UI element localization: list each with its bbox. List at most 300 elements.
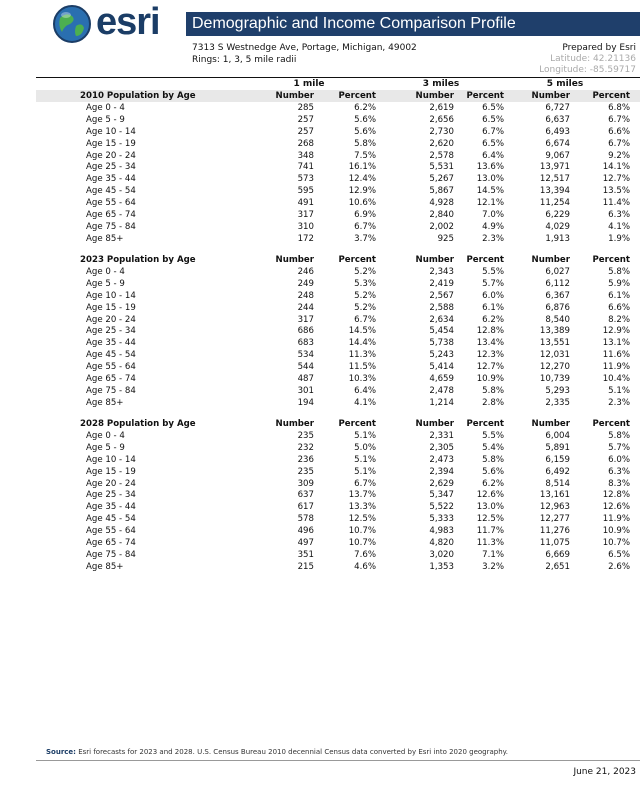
age-group-label: Age 35 - 44 (86, 174, 136, 185)
table-cell: 637 (297, 490, 314, 501)
table-cell: 6,229 (545, 210, 570, 220)
table-cell: 5,738 (429, 338, 454, 349)
table-cell: 11.9% (602, 362, 630, 373)
table-cell: 8,540 (545, 314, 570, 325)
section-header (0, 254, 640, 266)
table-cell: 6.5% (608, 549, 630, 560)
ring-5-header: 5 miles (546, 79, 584, 89)
table-cell: 5.6% (482, 466, 504, 477)
table-cell: 14.1% (602, 162, 630, 173)
age-group-label: Age 25 - 34 (86, 326, 136, 337)
table-cell: 5.5% (482, 430, 504, 441)
table-row (0, 126, 640, 138)
table-cell: 5,414 (429, 362, 454, 373)
table-cell: 6.7% (482, 126, 504, 137)
table-row (0, 102, 640, 114)
table-row (0, 466, 640, 478)
table-row (0, 185, 640, 197)
column-header: Percent (338, 419, 376, 429)
table-cell: 12.4% (348, 174, 376, 185)
age-group-label: Age 55 - 64 (86, 362, 136, 373)
source-text: Esri forecasts for 2023 and 2028. U.S. Census Bureau 2010 decennial Census data converted by Esri into 2020 geography. (78, 748, 509, 756)
table-cell: 6.4% (482, 150, 504, 161)
column-header: Percent (466, 255, 504, 265)
column-header: Number (415, 91, 454, 101)
table-row (0, 290, 640, 302)
table-row (0, 549, 640, 561)
table-cell: 11.4% (602, 198, 630, 209)
age-group-label: Age 20 - 24 (86, 150, 136, 161)
table-cell: 11.7% (476, 526, 504, 537)
age-group-label: Age 65 - 74 (86, 210, 136, 220)
table-cell: 16.1% (348, 162, 376, 173)
table-cell: 6.0% (482, 290, 504, 301)
longitude: Longitude: -85.59717 (539, 65, 636, 75)
age-group-label: Age 0 - 4 (86, 430, 125, 441)
table-cell: 12.9% (348, 186, 376, 197)
table-cell: 285 (297, 102, 314, 113)
table-cell: 5,347 (429, 490, 454, 501)
table-cell: 6,727 (545, 102, 570, 113)
table-cell: 5.8% (354, 138, 376, 149)
table-cell: 6.2% (354, 102, 376, 113)
table-cell: 5.1% (354, 430, 376, 441)
table-cell: 10.9% (602, 526, 630, 537)
table-cell: 12,270 (539, 362, 570, 373)
table-cell: 3.2% (482, 561, 504, 572)
table-cell: 2.3% (608, 397, 630, 408)
table-cell: 5,243 (429, 350, 454, 361)
table-cell: 13.1% (602, 338, 630, 349)
table-cell: 5.8% (482, 454, 504, 465)
table-cell: 5.5% (482, 266, 504, 277)
age-group-label: Age 15 - 19 (86, 302, 136, 313)
table-row (0, 278, 640, 290)
table-cell: 5,891 (545, 442, 570, 453)
table-cell: 11.6% (602, 350, 630, 361)
table-row (0, 221, 640, 233)
table-cell: 12.8% (476, 326, 504, 337)
table-row (0, 197, 640, 209)
table-cell: 5.2% (354, 290, 376, 301)
age-group-label: Age 75 - 84 (86, 385, 136, 396)
table-cell: 11,075 (539, 538, 570, 548)
table-cell: 10,739 (539, 374, 570, 384)
column-header: Number (531, 91, 570, 101)
age-group-label: Age 45 - 54 (86, 514, 136, 525)
table-cell: 6.7% (354, 478, 376, 489)
table-cell: 2.6% (608, 561, 630, 572)
table-cell: 13,394 (539, 186, 570, 197)
table-cell: 5,267 (429, 174, 454, 185)
header-rule (36, 77, 640, 78)
table-row (0, 537, 640, 549)
table-cell: 14.5% (348, 326, 376, 337)
table-cell: 1,214 (429, 397, 454, 408)
table-cell: 6,669 (545, 549, 570, 560)
age-group-label: Age 55 - 64 (86, 198, 136, 209)
age-group-label: Age 75 - 84 (86, 221, 136, 232)
table-row (0, 266, 640, 278)
age-group-label: Age 20 - 24 (86, 314, 136, 325)
table-cell: 236 (297, 454, 314, 465)
column-header: Percent (466, 419, 504, 429)
table-cell: 12.7% (602, 174, 630, 185)
table-cell: 6.7% (608, 114, 630, 125)
table-row (0, 325, 640, 337)
table-cell: 5.9% (608, 278, 630, 289)
table-cell: 573 (297, 174, 314, 185)
table-cell: 12,277 (539, 514, 570, 525)
table-cell: 5.7% (608, 442, 630, 453)
table-cell: 235 (297, 466, 314, 477)
table-cell: 13.7% (348, 490, 376, 501)
table-cell: 491 (297, 198, 314, 209)
table-cell: 13.0% (476, 502, 504, 513)
table-cell: 5,293 (545, 385, 570, 396)
table-cell: 6,027 (545, 266, 570, 277)
table-row (0, 302, 640, 314)
table-row (0, 397, 640, 409)
table-row (0, 454, 640, 466)
table-cell: 5.1% (608, 385, 630, 396)
table-cell: 2,656 (429, 114, 454, 125)
age-group-label: Age 45 - 54 (86, 350, 136, 361)
age-group-label: Age 10 - 14 (86, 126, 136, 137)
table-cell: 6.2% (482, 478, 504, 489)
table-cell: 5.1% (354, 454, 376, 465)
table-row (0, 478, 640, 490)
table-cell: 2,335 (545, 397, 570, 408)
table-cell: 6,112 (545, 278, 570, 289)
table-cell: 4,983 (429, 526, 454, 537)
table-cell: 6.7% (354, 314, 376, 325)
table-row (0, 314, 640, 326)
table-cell: 12.9% (602, 326, 630, 337)
table-cell: 10.6% (348, 198, 376, 209)
site-address: 7313 S Westnedge Ave, Portage, Michigan, 49002 (192, 43, 417, 53)
brand-logo: esri (96, 1, 160, 43)
table-cell: 2,394 (429, 466, 454, 477)
table-cell: 310 (297, 221, 314, 232)
table-row (0, 337, 640, 349)
table-cell: 10.9% (476, 374, 504, 384)
column-header: Number (531, 255, 570, 265)
table-cell: 4,820 (429, 538, 454, 548)
table-cell: 11,254 (539, 198, 570, 209)
table-cell: 10.3% (348, 374, 376, 384)
section-header (0, 418, 640, 430)
table-cell: 5.6% (354, 126, 376, 137)
table-row (0, 138, 640, 150)
table-cell: 244 (297, 302, 314, 313)
age-group-label: Age 15 - 19 (86, 466, 136, 477)
section-title: 2023 Population by Age (80, 255, 196, 265)
table-row (0, 373, 640, 385)
table-cell: 2,002 (429, 221, 454, 232)
age-group-label: Age 75 - 84 (86, 549, 136, 560)
age-group-label: Age 0 - 4 (86, 102, 125, 113)
table-cell: 686 (297, 326, 314, 337)
rings-description: Rings: 1, 3, 5 mile radii (192, 55, 297, 65)
table-cell: 6,492 (545, 466, 570, 477)
table-cell: 13,971 (539, 162, 570, 173)
table-cell: 317 (297, 314, 314, 325)
table-row (0, 525, 640, 537)
table-cell: 12.6% (476, 490, 504, 501)
table-cell: 13.5% (602, 186, 630, 197)
table-cell: 12.6% (602, 502, 630, 513)
age-group-label: Age 25 - 34 (86, 490, 136, 501)
table-cell: 2,629 (429, 478, 454, 489)
table-cell: 5.2% (354, 266, 376, 277)
table-cell: 6,159 (545, 454, 570, 465)
table-cell: 257 (297, 126, 314, 137)
table-cell: 12,517 (539, 174, 570, 185)
age-group-label: Age 10 - 14 (86, 290, 136, 301)
table-row (0, 430, 640, 442)
table-cell: 2.8% (482, 397, 504, 408)
table-cell: 6.6% (608, 302, 630, 313)
table-cell: 534 (297, 350, 314, 361)
table-cell: 5,333 (429, 514, 454, 525)
table-cell: 248 (297, 290, 314, 301)
table-cell: 301 (297, 385, 314, 396)
table-cell: 12,963 (539, 502, 570, 513)
report-date: June 21, 2023 (573, 767, 636, 777)
column-header: Number (275, 255, 314, 265)
column-header: Percent (338, 91, 376, 101)
table-cell: 7.1% (482, 549, 504, 560)
table-cell: 2,343 (429, 266, 454, 277)
column-header: Percent (466, 91, 504, 101)
table-cell: 14.4% (348, 338, 376, 349)
table-cell: 496 (297, 526, 314, 537)
table-cell: 6.5% (482, 114, 504, 125)
column-header: Number (275, 419, 314, 429)
table-cell: 7.5% (354, 150, 376, 161)
table-cell: 13.0% (476, 174, 504, 185)
table-row (0, 233, 640, 245)
table-cell: 2,419 (429, 278, 454, 289)
report-title: Demographic and Income Comparison Profile (186, 12, 640, 36)
table-row (0, 361, 640, 373)
table-cell: 11,276 (539, 526, 570, 537)
table-cell: 6.2% (482, 314, 504, 325)
table-cell: 13.6% (476, 162, 504, 173)
table-cell: 2,619 (429, 102, 454, 113)
table-cell: 2,634 (429, 314, 454, 325)
table-cell: 2,305 (429, 442, 454, 453)
table-cell: 11.9% (602, 514, 630, 525)
table-cell: 1,353 (429, 561, 454, 572)
table-row (0, 513, 640, 525)
table-cell: 487 (297, 374, 314, 384)
table-cell: 925 (437, 233, 454, 244)
table-cell: 10.7% (348, 526, 376, 537)
prepared-by: Prepared by Esri (562, 43, 636, 53)
age-group-label: Age 55 - 64 (86, 526, 136, 537)
table-cell: 6,876 (545, 302, 570, 313)
table-cell: 6,637 (545, 114, 570, 125)
table-cell: 578 (297, 514, 314, 525)
table-cell: 6.5% (482, 102, 504, 113)
table-cell: 309 (297, 478, 314, 489)
table-cell: 4.1% (354, 397, 376, 408)
table-row (0, 349, 640, 361)
source-label: Source: (46, 748, 76, 756)
table-cell: 5,867 (429, 186, 454, 197)
table-cell: 2,840 (429, 210, 454, 220)
column-header: Percent (592, 419, 630, 429)
table-cell: 12.5% (348, 514, 376, 525)
table-cell: 6.6% (608, 126, 630, 137)
table-cell: 12,031 (539, 350, 570, 361)
table-cell: 215 (297, 561, 314, 572)
table-cell: 10.7% (602, 538, 630, 548)
table-cell: 235 (297, 430, 314, 441)
age-group-label: Age 35 - 44 (86, 502, 136, 513)
table-cell: 6.3% (608, 210, 630, 220)
table-cell: 2,588 (429, 302, 454, 313)
column-header: Number (415, 255, 454, 265)
age-group-label: Age 0 - 4 (86, 266, 125, 277)
table-cell: 6.5% (482, 138, 504, 149)
table-cell: 317 (297, 210, 314, 220)
table-row (0, 489, 640, 501)
table-cell: 6.3% (608, 466, 630, 477)
table-cell: 5.8% (482, 385, 504, 396)
table-cell: 12.5% (476, 514, 504, 525)
table-cell: 194 (297, 397, 314, 408)
table-cell: 9,067 (545, 150, 570, 161)
table-cell: 6.7% (608, 138, 630, 149)
ring-1-header: 1 mile (293, 79, 325, 89)
table-cell: 8.3% (608, 478, 630, 489)
table-cell: 6.4% (354, 385, 376, 396)
table-cell: 10.4% (602, 374, 630, 384)
table-cell: 12.7% (476, 362, 504, 373)
age-group-label: Age 35 - 44 (86, 338, 136, 349)
table-cell: 1.9% (608, 233, 630, 244)
table-cell: 13.3% (348, 502, 376, 513)
ring-3-header: 3 miles (422, 79, 460, 89)
table-cell: 617 (297, 502, 314, 513)
table-cell: 4,029 (545, 221, 570, 232)
table-cell: 11.3% (348, 350, 376, 361)
table-cell: 5.8% (608, 266, 630, 277)
table-row (0, 173, 640, 185)
table-cell: 5,454 (429, 326, 454, 337)
table-cell: 7.6% (354, 549, 376, 560)
column-header: Percent (592, 91, 630, 101)
table-cell: 351 (297, 549, 314, 560)
section-title: 2028 Population by Age (80, 419, 196, 429)
table-cell: 5.2% (354, 302, 376, 313)
column-header: Number (275, 91, 314, 101)
esri-globe-icon (52, 4, 92, 44)
table-cell: 5,522 (429, 502, 454, 513)
table-cell: 4,659 (429, 374, 454, 384)
table-cell: 10.7% (348, 538, 376, 548)
table-cell: 2,331 (429, 430, 454, 441)
table-cell: 6.0% (608, 454, 630, 465)
table-row (0, 209, 640, 221)
table-cell: 172 (297, 233, 314, 244)
table-cell: 268 (297, 138, 314, 149)
table-cell: 497 (297, 538, 314, 548)
table-cell: 12.3% (476, 350, 504, 361)
table-row (0, 161, 640, 173)
age-group-label: Age 15 - 19 (86, 138, 136, 149)
table-cell: 5.1% (354, 466, 376, 477)
column-header: Number (415, 419, 454, 429)
table-cell: 2,620 (429, 138, 454, 149)
table-cell: 6,674 (545, 138, 570, 149)
age-group-label: Age 5 - 9 (86, 442, 125, 453)
section-title: 2010 Population by Age (80, 91, 196, 101)
table-cell: 4.9% (482, 221, 504, 232)
table-cell: 6,367 (545, 290, 570, 301)
table-cell: 544 (297, 362, 314, 373)
table-row (0, 385, 640, 397)
table-cell: 3,020 (429, 549, 454, 560)
table-row (0, 114, 640, 126)
table-cell: 683 (297, 338, 314, 349)
table-cell: 595 (297, 186, 314, 197)
table-cell: 2,478 (429, 385, 454, 396)
table-cell: 1,913 (545, 233, 570, 244)
table-cell: 4.1% (608, 221, 630, 232)
age-group-label: Age 65 - 74 (86, 538, 136, 548)
table-cell: 348 (297, 150, 314, 161)
table-cell: 741 (297, 162, 314, 173)
table-cell: 232 (297, 442, 314, 453)
table-row (0, 501, 640, 513)
table-cell: 8.2% (608, 314, 630, 325)
column-header: Number (531, 419, 570, 429)
table-cell: 6.9% (354, 210, 376, 220)
table-cell: 257 (297, 114, 314, 125)
column-header: Percent (592, 255, 630, 265)
table-cell: 2,473 (429, 454, 454, 465)
table-cell: 249 (297, 278, 314, 289)
table-row (0, 150, 640, 162)
table-cell: 2,567 (429, 290, 454, 301)
table-cell: 4.6% (354, 561, 376, 572)
age-group-label: Age 45 - 54 (86, 186, 136, 197)
age-group-label: Age 85+ (86, 561, 124, 572)
table-cell: 7.0% (482, 210, 504, 220)
table-cell: 6,493 (545, 126, 570, 137)
table-cell: 5.7% (482, 278, 504, 289)
age-group-label: Age 10 - 14 (86, 454, 136, 465)
table-cell: 4,928 (429, 198, 454, 209)
table-cell: 13,389 (539, 326, 570, 337)
table-row (0, 561, 640, 573)
column-header: Percent (338, 255, 376, 265)
table-cell: 6.1% (608, 290, 630, 301)
table-cell: 13,161 (539, 490, 570, 501)
footer-rule (36, 760, 640, 761)
table-cell: 6.8% (608, 102, 630, 113)
age-group-label: Age 85+ (86, 233, 124, 244)
table-cell: 2,651 (545, 561, 570, 572)
table-cell: 8,514 (545, 478, 570, 489)
table-cell: 12.8% (602, 490, 630, 501)
table-cell: 12.1% (476, 198, 504, 209)
table-cell: 14.5% (476, 186, 504, 197)
